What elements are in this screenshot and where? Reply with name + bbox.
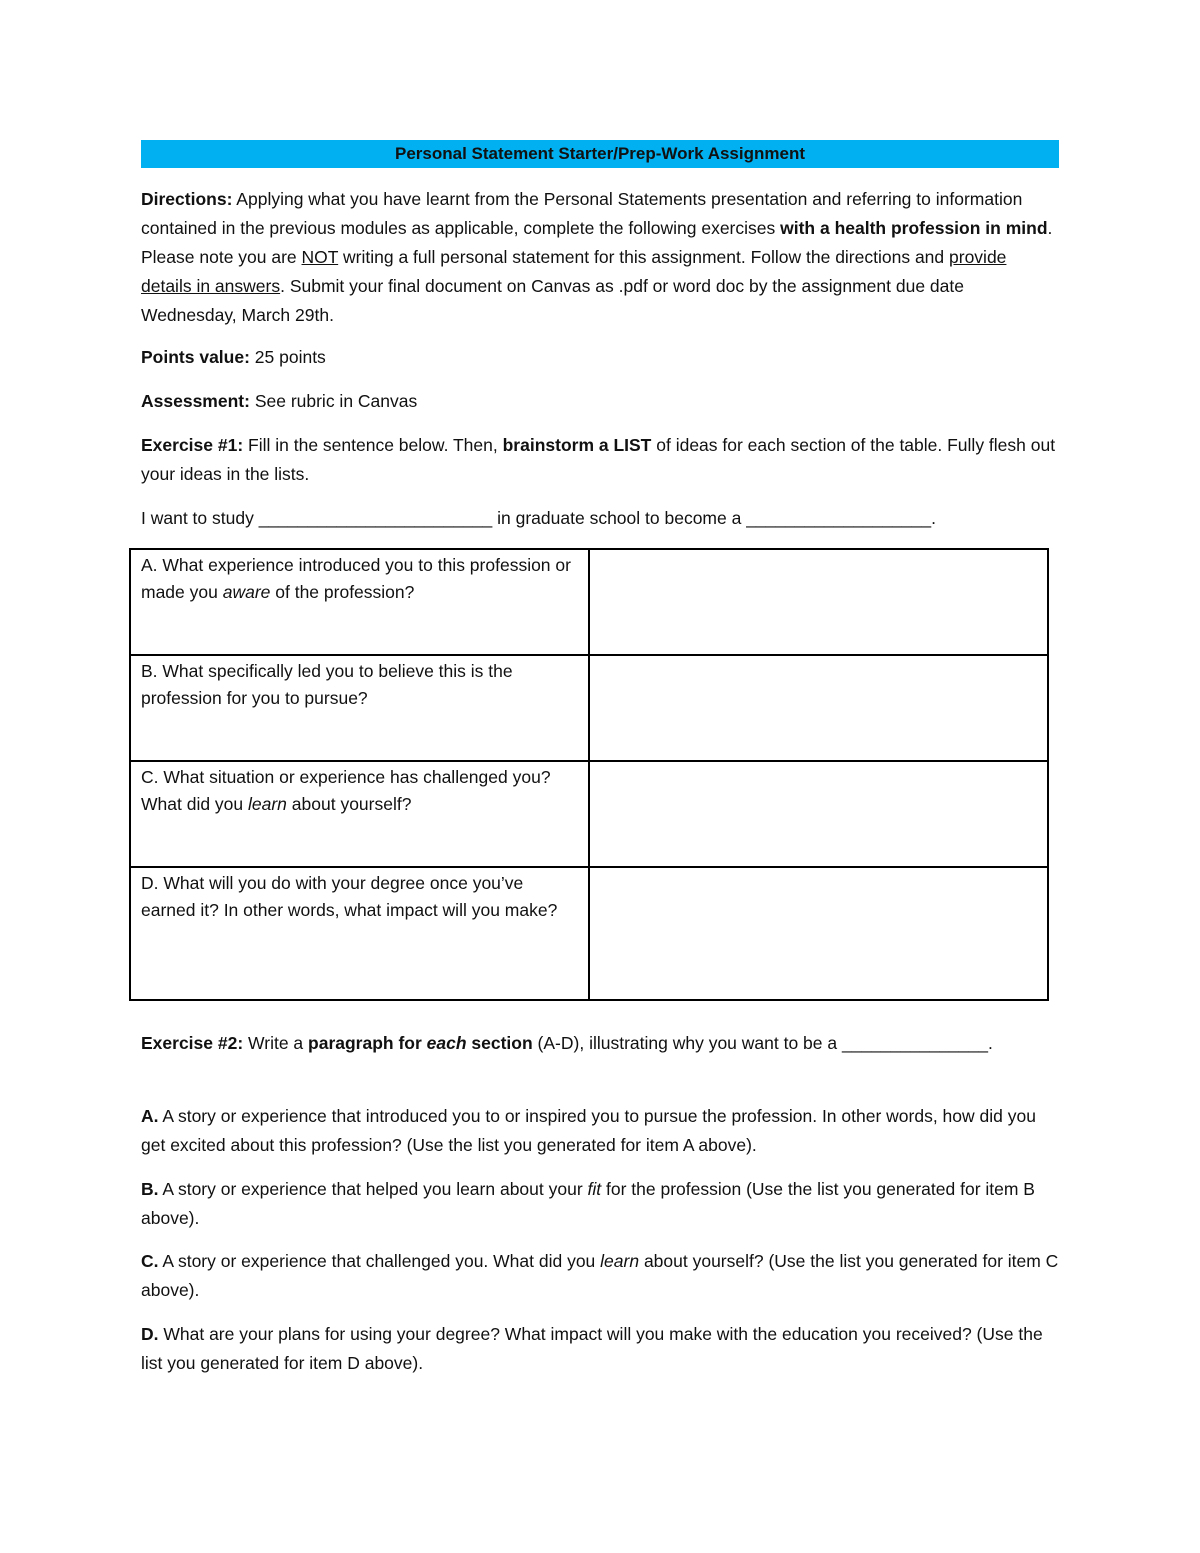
exercise2-label: Exercise #2: — [141, 1033, 244, 1053]
answer-cell-a[interactable] — [589, 549, 1048, 655]
assessment-paragraph — [141, 387, 417, 416]
exercise2-paragraph — [141, 1029, 1059, 1058]
exercise2-item-b: B. A story or experience that helped you learn about your fit for the profession (Use the list you generated for item B above). — [141, 1179, 1035, 1228]
exercise1-bold: brainstorm a LIST — [502, 435, 652, 455]
question-cell-a: A. What experience introduced you to this profession or made you aware of the profession? — [130, 549, 589, 655]
directions-details-underlined: provide details in answers — [141, 247, 1007, 296]
answer-cell-d[interactable] — [589, 867, 1048, 1000]
answer-cell-c[interactable] — [589, 761, 1048, 867]
table-row — [130, 867, 1048, 1000]
exercise2-text-2: (A-D), illustrating why you want to be a _______________. — [532, 1033, 993, 1053]
answer-cell-b[interactable] — [589, 655, 1048, 761]
exercise2-bold-italic: each — [426, 1033, 467, 1053]
directions-bold: with a health profession in mind — [780, 218, 1048, 238]
exercise1-text-2: of ideas for each section of the table. Fully flesh out your ideas in the lists. — [141, 435, 1056, 484]
exercise1-text-1: Fill in the sentence below. Then, — [243, 435, 503, 455]
table-row — [130, 655, 1048, 761]
directions-paragraph — [141, 185, 1059, 330]
assessment-label: Assessment: — [141, 391, 250, 411]
points-label: Points value: — [141, 347, 250, 367]
document-page — [141, 140, 1059, 1373]
question-cell-c: C. What situation or experience has challenged you? What did you learn about yourself? — [130, 761, 589, 867]
points-value: 25 points — [249, 347, 326, 367]
exercise1-sentence: I want to study ________________________ in graduate school to become a ___________________. — [141, 508, 936, 528]
directions-label: Directions: — [141, 189, 233, 209]
document-title: Personal Statement Starter/Prep-Work Assignment — [141, 140, 1059, 168]
directions-text-2: . Please note you are — [141, 218, 1053, 267]
directions-text-3: writing a full personal statement for this assignment. Follow the directions and — [338, 247, 950, 267]
brainstorm-table — [129, 548, 1049, 1001]
exercise2-item-c: C. A story or experience that challenged you. What did you learn about yourself? (Use the list you generated for item C above). — [141, 1251, 1059, 1300]
exercise2-bold-2: section — [466, 1033, 533, 1053]
exercise2-text-1: Write a — [243, 1033, 309, 1053]
question-cell-d: D. What will you do with your degree once you’ve earned it? In other words, what impact will you make? — [130, 867, 589, 1000]
table-row — [130, 549, 1048, 655]
assessment-value: See rubric in Canvas — [249, 391, 418, 411]
exercise2-bold-1: paragraph for — [308, 1033, 427, 1053]
exercise2-item-d: D. What are your plans for using your degree? What impact will you make with the education you received? (Use the list you generated for item D above). — [141, 1324, 1043, 1373]
directions-not-underlined: NOT — [301, 247, 339, 267]
exercise1-label: Exercise #1: — [141, 435, 244, 455]
table-row — [130, 761, 1048, 867]
directions-text-4: . Submit your final document on Canvas as .pdf or word doc by the assignment due date Wednesday, March 29th. — [141, 276, 964, 325]
question-cell-b: B. What specifically led you to believe this is the profession for you to pursue? — [130, 655, 589, 761]
directions-text-1: Applying what you have learnt from the Personal Statements presentation and referring to information contained in the previous modules as applicable, complete the following exercises — [141, 189, 1023, 238]
exercise1-paragraph — [141, 431, 1059, 489]
points-paragraph — [141, 343, 326, 372]
exercise2-item-a: A. A story or experience that introduced you to or inspired you to pursue the profession. In other words, how did you get excited about this profession? (Use the list you generated for item A above). — [141, 1106, 1036, 1155]
